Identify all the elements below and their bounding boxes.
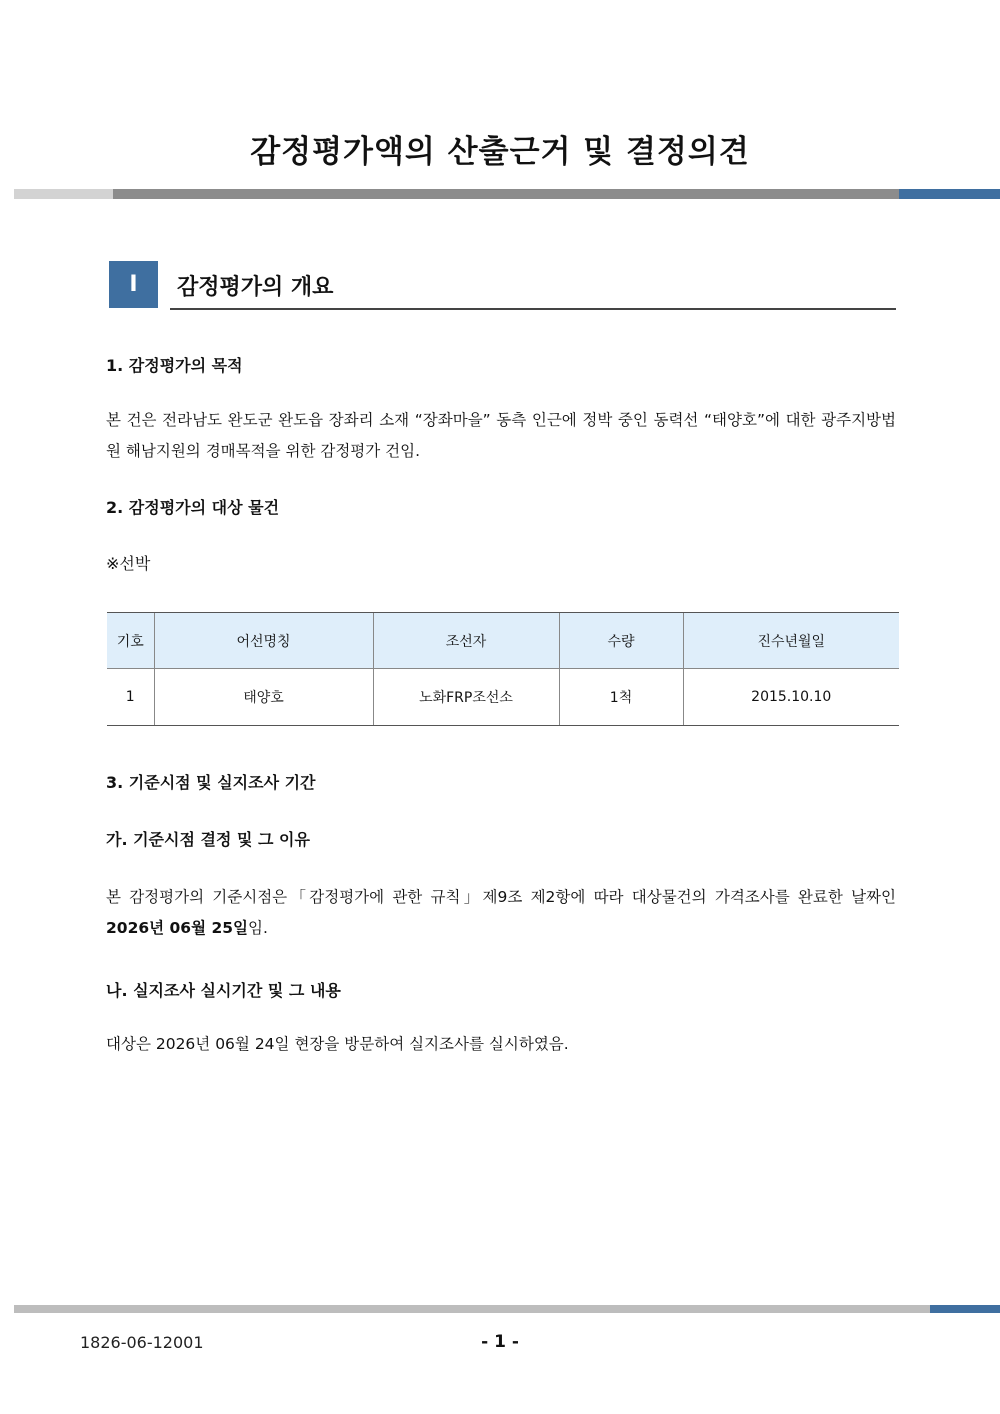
divider-segment-blue — [899, 189, 1000, 199]
purpose-heading: 1. 감정평가의 목적 — [106, 356, 243, 375]
table-header-cell: 조선자 — [373, 613, 559, 669]
section-title: 감정평가의 개요 — [177, 275, 334, 300]
survey-text: 대상은 2026년 06월 24일 현장을 방문하여 실지조사를 실시하였음. — [106, 1035, 569, 1053]
basis-date-value: 2026년 06월 25일 — [106, 919, 248, 937]
divider-segment-gray — [113, 189, 899, 199]
page-number: - 1 - — [481, 1332, 519, 1352]
table-cell: 2015.10.10 — [683, 669, 899, 726]
table-header-cell: 진수년월일 — [683, 613, 899, 669]
section-underline — [170, 308, 896, 310]
section-number-badge: Ⅰ — [109, 261, 158, 308]
table-row — [107, 669, 899, 726]
table-cell: 1 — [107, 669, 154, 726]
target-heading: 2. 감정평가의 대상 물건 — [106, 498, 280, 517]
basis-date-text-pre: 본 감정평가의 기준시점은「감정평가에 관한 규칙」제9조 제2항에 따라 대상물건의 가격조사를 완료한 날짜인 — [106, 888, 896, 906]
footer-divider-blue — [930, 1305, 1000, 1313]
table-cell: 태양호 — [154, 669, 373, 726]
table-header-cell: 수량 — [559, 613, 683, 669]
basis-date-text — [106, 882, 896, 944]
footer-divider-bar — [14, 1305, 1000, 1313]
table-header-cell: 어선명칭 — [154, 613, 373, 669]
table-header-row — [107, 613, 899, 669]
divider-segment-light — [14, 189, 113, 199]
table-cell: 1척 — [559, 669, 683, 726]
target-note: ※선박 — [106, 554, 151, 573]
ship-table — [107, 612, 899, 726]
basis-date-heading: 가. 기준시점 결정 및 그 이유 — [106, 830, 310, 849]
document-number: 1826-06-12001 — [80, 1333, 204, 1352]
basis-heading: 3. 기준시점 및 실지조사 기간 — [106, 773, 316, 792]
title-divider-bar — [14, 189, 1000, 199]
footer-divider-gray — [14, 1305, 930, 1313]
table-header-cell: 기호 — [107, 613, 154, 669]
survey-heading: 나. 실지조사 실시기간 및 그 내용 — [106, 981, 341, 1000]
purpose-text: 본 건은 전라남도 완도군 완도읍 장좌리 소재 “장좌마을” 동측 인근에 정박 중인 동력선 “태양호”에 대한 광주지방법원 해남지원의 경매목적을 위한 감정평가 건임. — [106, 411, 896, 460]
document-title: 감정평가액의 산출근거 및 결정의견 — [250, 134, 750, 170]
table-cell: 노화FRP조선소 — [373, 669, 559, 726]
basis-date-text-post: 임. — [248, 919, 268, 937]
